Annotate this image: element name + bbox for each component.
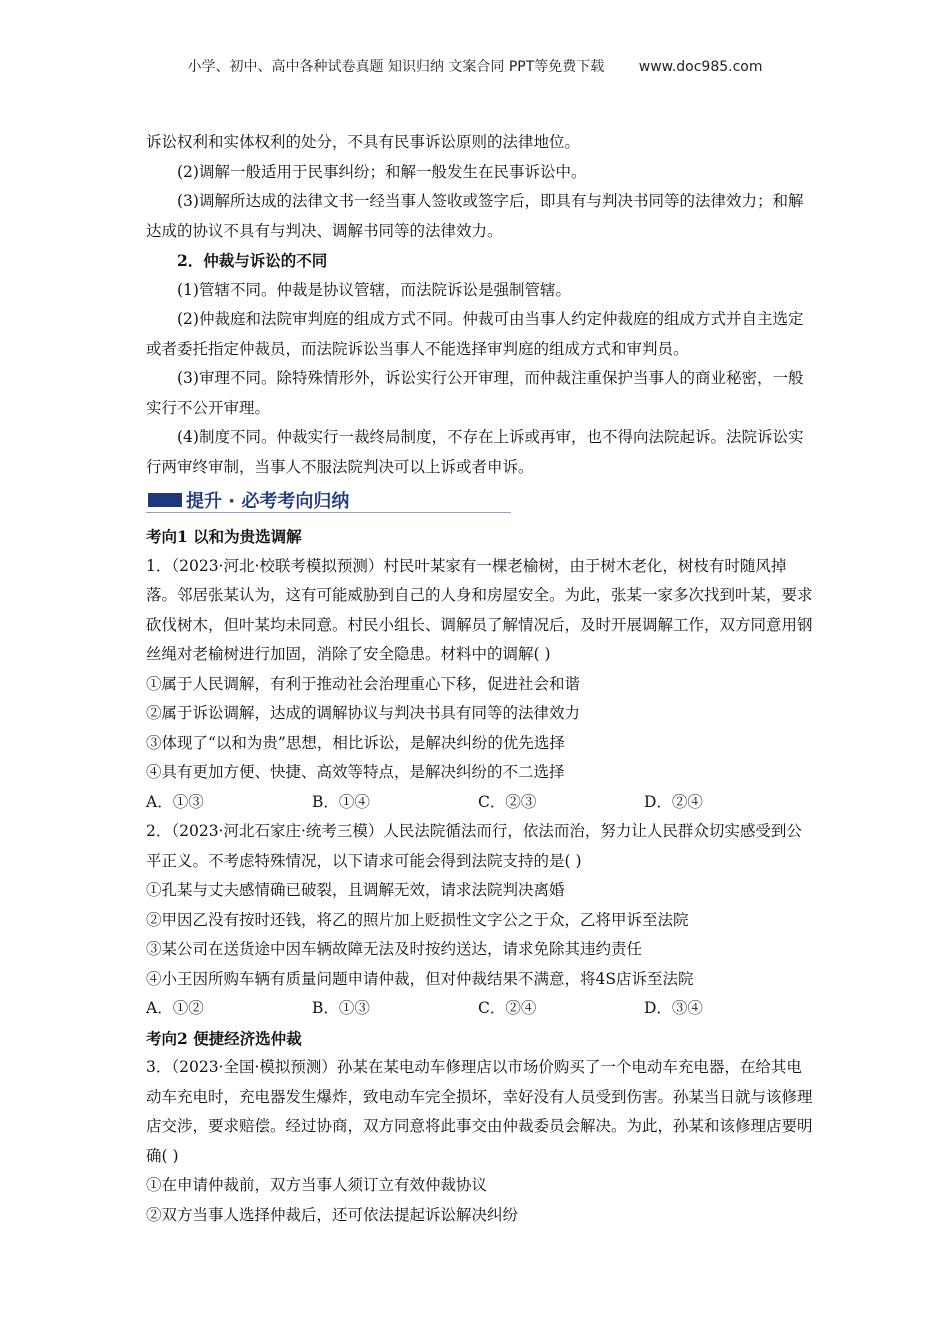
q3-statement-2: ②双方当事人选择仲裁后，还可依法提起诉讼解决纠纷 — [146, 1205, 519, 1224]
q3-stem: 3．（2023·全国·模拟预测）孙某在某电动车修理店以市场价购买了一个电动车充电器，在给其电动车充电时，充电器发生爆炸，致电动车完全损坏，幸好没有人员受到伤害。孙某当日就与该修理店交涉，要求赔偿。经过协商，双方同意将此事交由仲裁委员会解决。为此，孙某和该修理店要明确( ) — [146, 1058, 813, 1165]
q2-statement-3: ③某公司在送货途中因车辆故障无法及时按约送达，请求免除其违约责任 — [146, 940, 643, 958]
q1-statement-1: ①属于人民调解，有利于推动社会治理重心下移，促进社会和谐 — [146, 674, 581, 693]
intro-p3: (3)调解所达成的法律文书一经当事人签收或签字后，即具有与判决书同等的法律效力；和解达成的协议不具有与判决、调解书同等的法律效力。 — [146, 192, 804, 240]
q2-options — [146, 994, 816, 1024]
q1-statement-3: ③体现了“以和为贵”思想，相比诉讼，是解决纠纷的优先选择 — [146, 733, 565, 752]
intro-line: 诉讼权利和实体权利的处分，不具有民事诉讼原则的法律地位。 — [146, 133, 581, 151]
q2-statement-1: ①孔某与丈夫感情确已破裂，且调解无效，请求法院判决离婚 — [146, 881, 565, 899]
q1-statement-4: ④具有更加方便、快捷、高效等特点，是解决纠纷的不二选择 — [146, 763, 565, 781]
q1-option-a[interactable]: A．①③ — [146, 792, 204, 811]
q3-statement-1: ①在申请仲裁前，双方当事人须订立有效仲裁协议 — [146, 1176, 488, 1194]
q2-option-b[interactable]: B．①③ — [312, 999, 370, 1017]
section2-p4: (4)制度不同。仲裁实行一裁终局制度，不存在上诉或再审，也不得向法院起诉。法院诉讼实行两审终审制，当事人不服法院判决可以上诉或者申诉。 — [146, 428, 804, 476]
section2-p3: (3)审理不同。除特殊情形外，诉讼实行公开审理，而仲裁注重保护当事人的商业秘密，一般实行不公开审理。 — [146, 369, 804, 417]
section2-p2: (2)仲裁庭和法院审判庭的组成方式不同。仲裁可由当事人约定仲裁庭的组成方式并自主选定或者委托指定仲裁员，而法院诉讼当事人不能选择审判庭的组成方式和审判员。 — [146, 310, 804, 358]
q2-option-d[interactable]: D．③④ — [644, 999, 703, 1017]
q2-option-a[interactable]: A．①② — [146, 999, 204, 1017]
banner-title: 提升 · 必考考向归纳 — [186, 491, 350, 512]
header-text: 小学、初中、高中各种试卷真题 知识归纳 文案合同 PPT等免费下载 — [187, 59, 605, 75]
q1-statement-2: ②属于诉讼调解，达成的调解协议与判决书具有同等的法律效力 — [146, 704, 581, 722]
q2-statement-4: ④小王因所购车辆有质量问题申请仲裁，但对仲裁结果不满意，将4S店诉至法院 — [146, 969, 694, 988]
q1-option-d[interactable]: D．②④ — [644, 792, 703, 811]
section2-p1: (1)管辖不同。仲裁是协议管辖，而法院诉讼是强制管辖。 — [177, 280, 571, 299]
banner-bar — [148, 493, 182, 507]
q2-option-c[interactable]: C．②④ — [478, 999, 537, 1017]
document-body — [146, 128, 816, 1230]
banner-underline — [146, 512, 511, 513]
q1-stem: 1．（2023·河北·校联考模拟预测）村民叶某家有一棵老榆树，由于树木老化，树枝有时随风掉落。邻居张某认为，这有可能威胁到自己的人身和房屋安全。为此，张某一家多次找到叶某，要求砍伐树木，但叶某均未同意。村民小组长、调解员了解情况后，及时开展调解工作，双方同意用钢丝绳对老榆树进行加固，消除了安全隐患。材料中的调解( ) — [146, 556, 813, 663]
direction1-heading: 考向1 以和为贵选调解 — [146, 527, 302, 546]
q1-options — [146, 788, 816, 818]
section2-heading: 2．仲裁与诉讼的不同 — [177, 251, 328, 270]
page-header — [0, 56, 950, 76]
q2-stem: 2．（2023·河北石家庄·统考三模）人民法院循法而行，依法而治，努力让人民群众切实感受到公平正义。不考虑特殊情况，以下请求可能会得到法院支持的是( ) — [146, 822, 802, 870]
direction2-heading: 考向2 便捷经济选仲裁 — [146, 1028, 302, 1048]
q1-option-b[interactable]: B．①④ — [312, 792, 370, 811]
intro-p2: (2)调解一般适用于民事纠纷；和解一般发生在民事诉讼中。 — [177, 162, 587, 181]
q2-statement-2: ②甲因乙没有按时还钱，将乙的照片加上贬损性文字公之于众，乙将甲诉至法院 — [146, 910, 689, 929]
q1-option-c[interactable]: C．②③ — [478, 792, 537, 811]
header-site[interactable]: www.doc985.com — [638, 59, 763, 75]
section-banner — [146, 486, 511, 516]
